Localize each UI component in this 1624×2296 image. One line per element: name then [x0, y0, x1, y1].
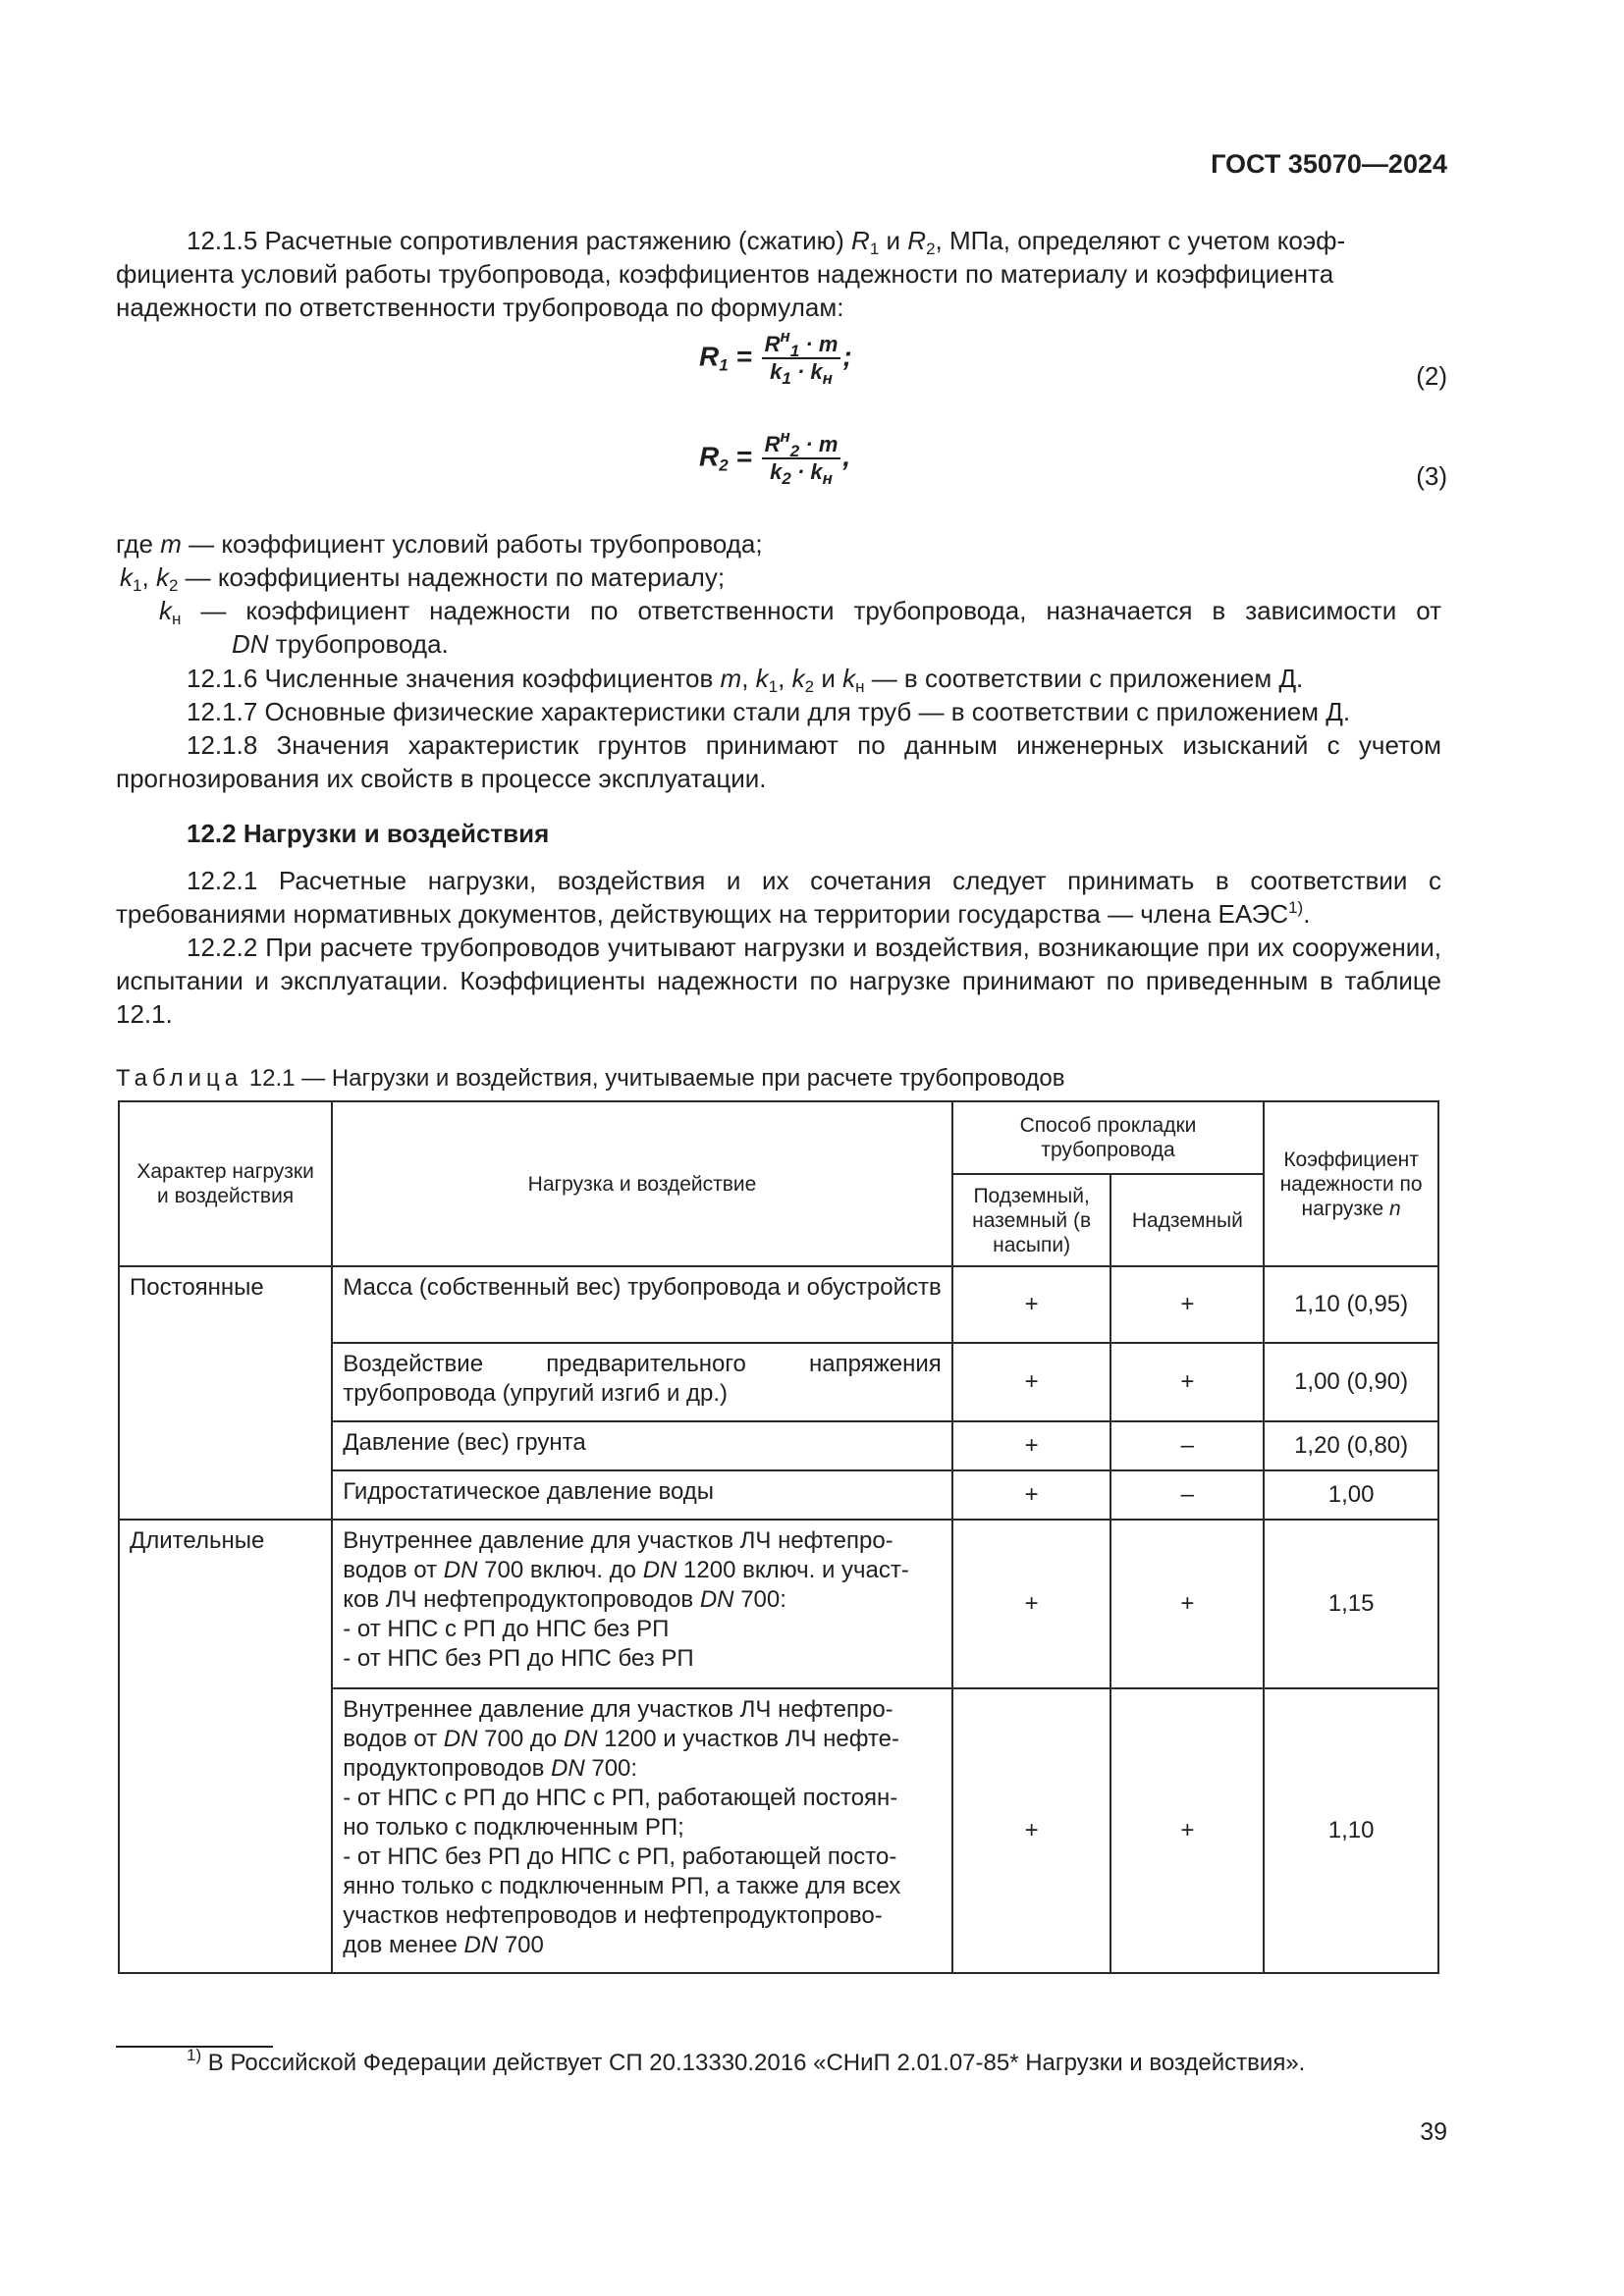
desc-line: Внутреннее давление для участков ЛЧ нефтепро-	[343, 1696, 893, 1723]
desc-line	[343, 1931, 942, 1960]
subscript: 1	[133, 576, 142, 595]
table-row	[119, 1520, 1438, 1688]
footnote	[187, 2046, 1306, 2077]
symbol-dn: DN	[563, 1726, 598, 1752]
desc-line: - от НПС без РП до НПС с РП, работающей посто-	[343, 1843, 897, 1870]
underground-value: +	[952, 1343, 1111, 1421]
dot: ·	[796, 459, 805, 484]
superscript: н	[780, 427, 790, 446]
paragraph-12-1-6	[116, 662, 1512, 695]
desc-text: водов от	[343, 1557, 438, 1583]
desc-text: водов от	[343, 1726, 438, 1752]
subscript: 1	[768, 677, 779, 696]
subscript: н	[822, 469, 833, 488]
denominator	[762, 459, 841, 488]
paragraph-12-1-5	[116, 224, 1441, 324]
underground-value: +	[952, 1520, 1111, 1688]
desc-line: Внутреннее давление для участков ЛЧ нефтепро-	[343, 1527, 893, 1554]
legend-kn	[159, 594, 1441, 661]
loads-table	[118, 1100, 1439, 1974]
aboveground-value: +	[1110, 1520, 1264, 1688]
group-permanent: Постоянные	[119, 1266, 332, 1520]
subscript: н	[172, 610, 182, 628]
desc-text: дов менее	[343, 1932, 458, 1958]
coefficient-value: 1,10	[1264, 1688, 1438, 1973]
coefficient-value: 1,00	[1264, 1470, 1438, 1520]
table-caption	[116, 1065, 1065, 1093]
standard-header: ГОСТ 35070—2024	[1211, 149, 1447, 179]
table-header-row	[119, 1101, 1438, 1174]
symbol-k: k	[120, 562, 133, 592]
header-method: Способ прокладки трубопровода	[952, 1101, 1264, 1174]
paragraph-12-1-7: 12.1.7 Основные физические характеристики стали для труб — в соответствии с приложением Д.	[187, 697, 1351, 726]
symbol-k: k	[842, 664, 856, 693]
header-text: Коэффициент надежности по нагрузке	[1279, 1148, 1423, 1220]
load-description: Давление (вес) грунта	[332, 1421, 952, 1470]
subscript: 2	[789, 442, 800, 460]
desc-line: - от НПС без РП до НПС без РП	[343, 1645, 694, 1672]
conjunction: и	[886, 226, 901, 255]
symbol-k: k	[155, 562, 169, 592]
coefficient-value: 1,10 (0,95)	[1264, 1266, 1438, 1343]
underground-value: +	[952, 1688, 1111, 1973]
caption-word: Таблица	[116, 1065, 244, 1092]
symbol-k: k	[770, 459, 783, 484]
subscript: 2	[926, 240, 936, 258]
load-description: Гидростатическое давление воды	[332, 1470, 952, 1520]
equals-sign: =	[735, 441, 752, 472]
group-long-term: Длительные	[119, 1520, 332, 1973]
legend-m	[116, 527, 763, 561]
symbol-n: n	[1388, 1197, 1401, 1220]
load-description	[332, 1688, 952, 1973]
subscript: 1	[869, 240, 880, 258]
equation-number-3: (3)	[1416, 461, 1447, 491]
load-description: Воздействие предварительного напряжения трубопровода (упругий изгиб и др.)	[332, 1343, 952, 1421]
formula-2	[699, 327, 852, 388]
subscript: 1	[782, 369, 791, 388]
subscript: 2	[168, 576, 179, 595]
coefficient-value: 1,20 (0,80)	[1264, 1421, 1438, 1470]
dot: ·	[805, 332, 813, 356]
desc-text: ков ЛЧ нефтепродуктопроводов	[343, 1586, 694, 1613]
subscript: 1	[719, 355, 729, 375]
symbol-k: k	[755, 664, 769, 693]
desc-line	[343, 1556, 942, 1585]
underground-value: +	[952, 1421, 1111, 1470]
desc-text: 700 включ. до	[484, 1557, 637, 1583]
symbol-dn: DN	[443, 1557, 478, 1583]
desc-line: - от НПС с РП до НПС с РП, работающей постоян-	[343, 1785, 898, 1811]
header-coefficient	[1264, 1101, 1438, 1266]
paragraph-12-1-8: 12.1.8 Значения характеристик грунтов принимают по данным инженерных изысканий с учетом прогнозирования их свойств в процессе эксплуатации.	[116, 730, 1441, 793]
legend-word: где	[116, 529, 153, 559]
symbol-k: k	[810, 359, 823, 384]
legend-text: — коэффициент условий работы трубопровода;	[189, 529, 763, 559]
subscript: н	[822, 369, 833, 388]
formula-3	[699, 427, 851, 488]
symbol-R: R	[764, 332, 781, 356]
legend-k12	[120, 561, 725, 594]
subscript: 2	[804, 677, 815, 696]
symbol-m: m	[160, 529, 182, 559]
numerator	[762, 427, 841, 460]
load-description: Масса (собственный вес) трубопровода и обустройств	[332, 1266, 952, 1343]
subscript: 1	[789, 342, 800, 360]
load-description	[332, 1520, 952, 1688]
symbol-R: R	[764, 432, 781, 456]
fraction	[762, 327, 841, 388]
dot: ·	[805, 432, 813, 456]
symbol-dn: DN	[551, 1755, 585, 1782]
punctuation: ;	[842, 341, 852, 372]
desc-text: 1200 и участков ЛЧ нефте-	[604, 1726, 900, 1752]
symbol-dn: DN	[443, 1726, 478, 1752]
legend-text: трубопровода.	[275, 629, 449, 659]
symbol-m: m	[818, 432, 839, 456]
equation-number-2: (2)	[1416, 361, 1447, 391]
symbol-k: k	[770, 359, 783, 384]
symbol-dn: DN	[699, 1586, 734, 1613]
symbol-R: R	[907, 226, 927, 255]
symbol-R: R	[699, 341, 720, 372]
caption-text: 12.1 — Нагрузки и воздействия, учитываемые при расчете трубопроводов	[248, 1065, 1065, 1092]
subscript: 2	[719, 455, 729, 475]
underground-value: +	[952, 1266, 1111, 1343]
symbol-k: k	[791, 664, 805, 693]
comma: ,	[141, 562, 149, 592]
table-row	[119, 1266, 1438, 1343]
aboveground-value: –	[1110, 1421, 1264, 1470]
aboveground-value: +	[1110, 1688, 1264, 1973]
header-load: Нагрузка и воздействие	[332, 1101, 952, 1266]
legend-text: — коэффициент надежности по ответственности трубопровода, назначается в зависимости от	[200, 596, 1441, 625]
desc-text: 700	[504, 1932, 544, 1958]
aboveground-value: –	[1110, 1470, 1264, 1520]
paragraph-12-2-2: 12.2.2 При расчете трубопроводов учитывают нагрузки и воздействия, возникающие при их сооружении, испытании и эксплуатации. Коэффициенты надежности по нагрузке принимают по приведенным в таблице 12.1.	[116, 933, 1441, 1029]
page-number: 39	[1420, 2118, 1447, 2146]
symbol-k: k	[810, 459, 823, 484]
desc-line: - от НПС с РП до НПС без РП	[343, 1616, 670, 1642]
symbol-dn: DN	[232, 629, 269, 659]
numerator	[762, 327, 841, 360]
underground-value: +	[952, 1470, 1111, 1520]
desc-line: но только с подключенным РП;	[343, 1814, 684, 1841]
symbol-k: k	[159, 596, 172, 625]
coefficient-value: 1,15	[1264, 1520, 1438, 1688]
header-underground: Подземный, наземный (в насыпи)	[952, 1174, 1111, 1266]
clause-number: 12.1.6	[187, 664, 258, 693]
desc-text: 700 до	[484, 1726, 558, 1752]
aboveground-value: +	[1110, 1343, 1264, 1421]
clause-line: надежности по ответственности трубопровода по формулам:	[116, 293, 844, 322]
clause-text: , МПа, определяют с учетом коэф-	[935, 226, 1346, 255]
header-aboveground: Надземный	[1110, 1174, 1264, 1266]
clause-line: фициента условий работы трубопровода, коэффициентов надежности по материалу и коэффициента	[116, 259, 1334, 289]
clause-number: 12.1.5	[187, 226, 258, 255]
clause-text: 12.2.1 Расчетные нагрузки, воздействия и их сочетания следует принимать в соответствии с требованиями нормативных документов, действующих на территории государства — члена ЕАЭС	[116, 866, 1441, 929]
subscript: 2	[782, 469, 791, 488]
punctuation: ,	[842, 441, 851, 472]
symbol-dn: DN	[642, 1557, 677, 1583]
footnote-text: В Российской Федерации действует СП 20.13330.2016 «СНиП 2.01.07-85* Нагрузки и воздействия».	[207, 2050, 1306, 2076]
legend-text: — коэффициенты надежности по материалу;	[185, 562, 726, 592]
desc-text: 700:	[740, 1586, 786, 1613]
coefficient-value: 1,00 (0,90)	[1264, 1343, 1438, 1421]
section-title: 12.2 Нагрузки и воздействия	[187, 819, 550, 848]
desc-line	[343, 1585, 942, 1615]
desc-line: участков нефтепроводов и нефтепродуктопрово-	[343, 1902, 883, 1929]
symbol-R: R	[699, 441, 720, 472]
dot: ·	[796, 359, 805, 384]
conjunction: и	[821, 664, 836, 693]
punctuation: .	[1303, 899, 1311, 929]
superscript: н	[780, 327, 790, 346]
symbol-dn: DN	[463, 1932, 499, 1958]
denominator	[762, 359, 841, 388]
desc-line	[343, 1725, 942, 1754]
desc-line: янно только с подключенным РП, а также для всех	[343, 1873, 901, 1899]
desc-text: 700:	[591, 1755, 638, 1782]
clause-text: — в соответствии с приложением Д.	[871, 664, 1304, 693]
desc-text: 1200 включ. и участ-	[683, 1557, 909, 1583]
clause-text: Численные значения коэффициентов	[264, 664, 714, 693]
footnote-ref: 1)	[1288, 898, 1304, 917]
fraction	[762, 427, 841, 488]
symbol-m: m	[818, 332, 839, 356]
symbol-R: R	[851, 226, 870, 255]
footnote-mark: 1)	[187, 2046, 202, 2064]
symbol-m: m	[720, 664, 742, 693]
header-character: Характер нагрузки и воздействия	[119, 1101, 332, 1266]
paragraph-12-2-1	[116, 864, 1441, 931]
aboveground-value: +	[1110, 1266, 1264, 1343]
comma: ,	[741, 664, 749, 693]
equals-sign: =	[735, 341, 752, 372]
subscript: н	[855, 677, 865, 696]
desc-line	[343, 1754, 942, 1784]
desc-text: продуктопроводов	[343, 1755, 545, 1782]
comma: ,	[778, 664, 785, 693]
clause-text: Расчетные сопротивления растяжению (сжатию)	[264, 226, 844, 255]
